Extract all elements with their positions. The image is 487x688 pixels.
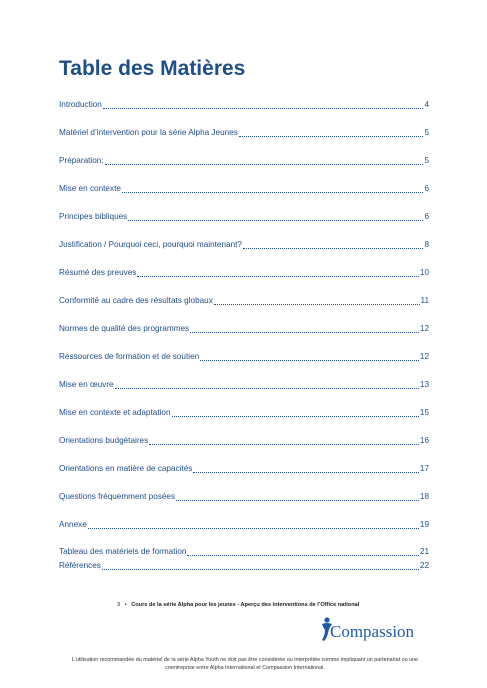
toc-entry-label: Mise en contexte et adaptation: [59, 408, 171, 417]
toc-entry[interactable]: [59, 544, 429, 556]
toc-entry-label: Résumé des preuves: [59, 268, 137, 277]
toc-entry-page: 16: [419, 436, 429, 445]
toc-leader-dots: [128, 212, 423, 221]
toc-entry-page: 6: [424, 184, 429, 193]
toc-leader-dots: [200, 352, 419, 361]
toc-entry-label: Mise en œuvre: [59, 380, 114, 389]
footer-bullet: •: [124, 602, 127, 608]
toc-entry[interactable]: [59, 461, 429, 473]
toc-entry-page: 12: [419, 324, 429, 333]
toc-leader-dots: [190, 324, 419, 333]
toc-entry[interactable]: [59, 181, 429, 193]
toc-entry-label: Préparation:: [59, 156, 104, 165]
toc-entry-label: Annexe: [59, 520, 87, 529]
toc-entry-label: Orientations en matière de capacités: [59, 464, 193, 473]
toc-entry[interactable]: [59, 377, 429, 389]
toc-leader-dots: [105, 156, 424, 165]
toc-entry-page: 4: [424, 100, 429, 109]
toc-entry-label: Ressources de formation et de soutien: [59, 352, 200, 361]
toc-entry-page: 5: [424, 156, 429, 165]
toc-entry-label: Normes de qualité des programmes: [59, 324, 190, 333]
toc-entry[interactable]: [59, 293, 429, 305]
toc-leader-dots: [176, 492, 419, 501]
toc-entry-page: 19: [419, 520, 429, 529]
toc-entry[interactable]: [59, 237, 429, 249]
compassion-logo: [318, 616, 418, 646]
toc-entry-page: 10: [419, 268, 429, 277]
toc-entry-label: Mise en contexte: [59, 184, 121, 193]
toc-leader-dots: [102, 561, 419, 570]
toc-entry[interactable]: [59, 433, 429, 445]
toc-entry[interactable]: [59, 321, 429, 333]
toc-entry[interactable]: [59, 489, 429, 501]
toc-leader-dots: [187, 547, 418, 556]
toc-entry-label: Tableau des matériels de formation: [59, 547, 187, 556]
toc-entry-label: Conformité au cadre des résultats globaux: [59, 296, 213, 305]
toc-entry-label: Introduction: [59, 100, 102, 109]
toc-entry-label: Justification / Pourquoi ceci, pourquoi maintenant?: [59, 240, 242, 249]
toc-title: Table des Matières: [59, 57, 246, 80]
toc-leader-dots: [122, 184, 424, 193]
toc-entry-label: Orientations budgétaires: [59, 436, 149, 445]
toc-entry[interactable]: [59, 349, 429, 361]
toc-entry[interactable]: [59, 405, 429, 417]
toc-leader-dots: [103, 100, 424, 109]
disclaimer: L’utilisation recommandée du matériel de la série Alpha Youth ne doit pas être considérée ou interprétée comme impliquant un partenariat ou une coentreprise entre Alpha International et Compassion International.: [71, 657, 419, 671]
toc-entry-page: 5: [424, 128, 429, 137]
toc-entry-page: 15: [419, 408, 429, 417]
toc-entry[interactable]: [59, 209, 429, 221]
toc-leader-dots: [88, 520, 419, 529]
toc-entry[interactable]: [59, 265, 429, 277]
toc-leader-dots: [243, 240, 423, 249]
toc-entry[interactable]: [59, 125, 429, 137]
toc-entry[interactable]: [59, 97, 429, 109]
toc-entry-label: Principes bibliques: [59, 212, 128, 221]
toc-entry-page: 17: [419, 464, 429, 473]
page-footer: [117, 602, 359, 608]
toc-leader-dots: [137, 268, 419, 277]
toc-leader-dots: [193, 464, 419, 473]
toc-entry-label: Matériel d’intervention pour la série Alpha Jeunes: [59, 128, 238, 137]
toc-leader-dots: [172, 408, 419, 417]
toc-entry-page: 6: [424, 212, 429, 221]
toc-entry-label: Références: [59, 561, 101, 570]
footer-title: Cours de la série Alpha pour les jeunes - Aperçu des interventions de l’Office national: [131, 602, 360, 608]
toc-entry-page: 13: [419, 380, 429, 389]
logo-text: Compassion: [330, 622, 415, 641]
toc-entry-page: 8: [424, 240, 429, 249]
toc-entry-label: Questions fréquemment posées: [59, 492, 176, 501]
toc-leader-dots: [115, 380, 419, 389]
toc-leader-dots: [214, 296, 420, 305]
toc-entry-page: 18: [419, 492, 429, 501]
toc-leader-dots: [149, 436, 419, 445]
toc-entry[interactable]: [59, 153, 429, 165]
toc-entry-page: 12: [419, 352, 429, 361]
toc-entry[interactable]: [59, 517, 429, 529]
toc-entry-page: 11: [420, 296, 429, 305]
page-number: 3: [117, 602, 121, 608]
toc-entry-page: 21: [419, 547, 429, 556]
toc-entry-page: 22: [419, 561, 429, 570]
toc-entry[interactable]: [59, 558, 429, 570]
toc-leader-dots: [239, 128, 424, 137]
